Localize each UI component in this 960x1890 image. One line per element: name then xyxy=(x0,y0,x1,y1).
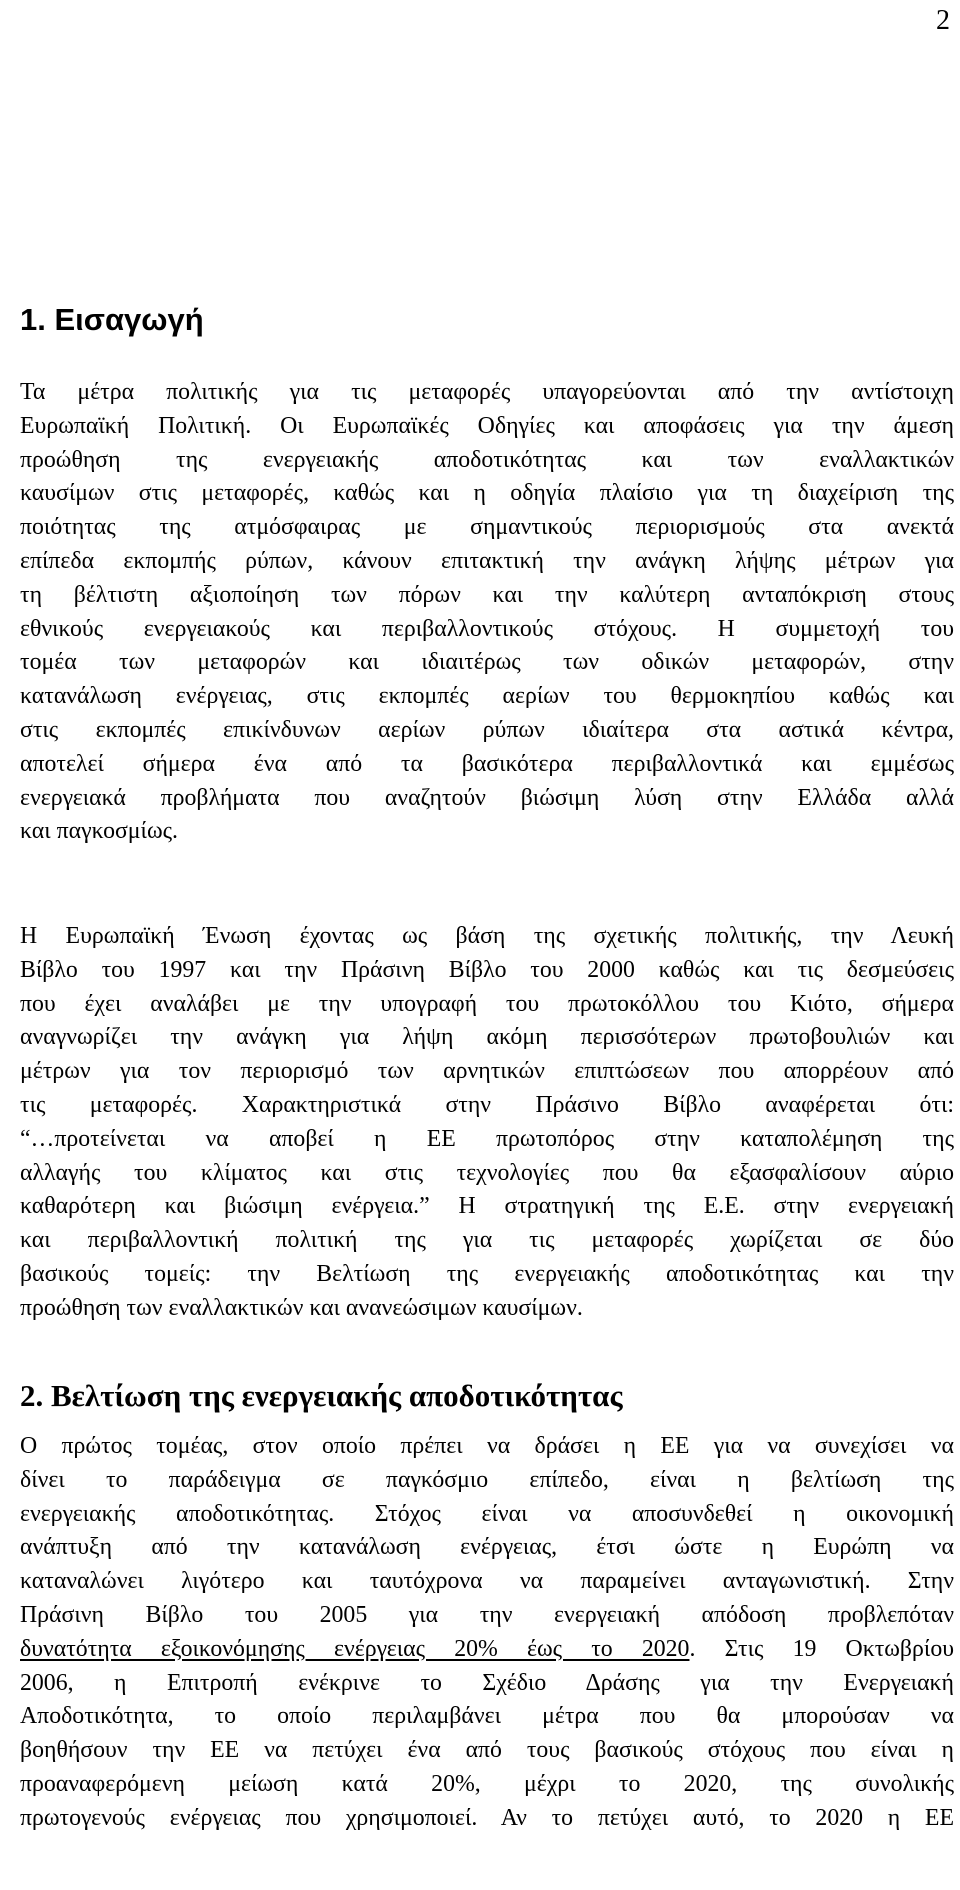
text-line: τη βέλτιστη αξιοποίηση των πόρων και την καλύτερη ανταπόκριση στους xyxy=(20,581,954,608)
text-line: βασικούς τομείς: την Βελτίωση της ενεργειακής αποδοτικότητας και την xyxy=(20,1260,954,1287)
text-after-underline: . Στις 19 Οκτωβρίου xyxy=(689,1635,955,1662)
text-line: επίπεδα εκπομπής ρύπων, κάνουν επιτακτική την ανάγκη λήψης μέτρων για xyxy=(20,547,954,574)
text-line: “…προτείνεται να αποβεί η ΕΕ πρωτοπόρος στην καταπολέμηση της xyxy=(20,1125,954,1152)
text-line: μέτρων για τον περιορισμό των αρνητικών επιπτώσεων που απορρέουν από xyxy=(20,1058,954,1085)
text-line: δίνει το παράδειγμα σε παγκόσμιο επίπεδο, είναι η βελτίωση της xyxy=(20,1466,954,1493)
text-line: καταναλώνει λιγότερο και ταυτόχρονα να παραμείνει ανταγωνιστική. Στην xyxy=(20,1568,954,1595)
text-line: 2006, η Επιτροπή ενέκρινε το Σχέδιο Δράσης για την Ενεργειακή xyxy=(20,1669,954,1696)
text-line: και περιβαλλοντική πολιτική της για τις μεταφορές χωρίζεται σε δύο xyxy=(20,1227,954,1254)
text-line: κατανάλωση ενέργειας, στις εκπομπές αερίων του θερμοκηπίου καθώς και xyxy=(20,683,954,710)
text-line-with-underline xyxy=(20,1633,954,1667)
paragraph-intro-1 xyxy=(20,376,954,849)
text-line: αλλαγής του κλίματος και στις τεχνολογίες που θα εξασφαλίσουν αύριο xyxy=(20,1159,954,1186)
text-line: προαναφερόμενη μείωση κατά 20%, μέχρι το 2020, της συνολικής xyxy=(20,1770,954,1797)
text-line: τις μεταφορές. Χαρακτηριστικά στην Πράσινο Βίβλο αναφέρεται ότι: xyxy=(20,1091,954,1118)
text-line: αναγνωρίζει την ανάγκη για λήψη ακόμη περισσότερων πρωτοβουλιών και xyxy=(20,1024,954,1051)
text-line: Ευρωπαϊκή Πολιτική. Οι Ευρωπαϊκές Οδηγίες και αποφάσεις για την άμεση xyxy=(20,412,954,439)
text-line: και παγκοσμίως. xyxy=(20,818,178,845)
text-line: αποτελεί σήμερα ένα από τα βασικότερα περιβαλλοντικά και εμμέσως xyxy=(20,750,954,777)
text-line: ποιότητας της ατμόσφαιρας με σημαντικούς περιορισμούς στα ανεκτά xyxy=(20,514,954,541)
text-line: στις εκπομπές επικίνδυνων αερίων ρύπων ιδιαίτερα στα αστικά κέντρα, xyxy=(20,716,954,743)
text-line: Τα μέτρα πολιτικής για τις μεταφορές υπαγορεύονται από την αντίστοιχη xyxy=(20,379,954,405)
text-line: τομέα των μεταφορών και ιδιαιτέρως των οδικών μεταφορών, στην xyxy=(20,649,954,676)
paragraph-intro-2 xyxy=(20,920,954,1326)
paragraph-energy-efficiency xyxy=(20,1430,954,1836)
text-line: Πράσινη Βίβλο του 2005 για την ενεργειακή απόδοση προβλεπόταν xyxy=(20,1601,954,1628)
underlined-text: δυνατότητα εξοικονόμησης ενέργειας 20% έως το 2020 xyxy=(20,1635,690,1662)
text-line: πρωτογενούς ενέργειας που χρησιμοποιεί. Αν το πετύχει αυτό, το 2020 η ΕΕ xyxy=(20,1804,954,1831)
text-line: καθαρότερη και βιώσιμη ενέργεια.” Η στρατηγική της Ε.Ε. στην ενεργειακή xyxy=(20,1193,954,1220)
text-line: εθνικούς ενεργειακούς και περιβαλλοντικούς στόχους. Η συμμετοχή του xyxy=(20,615,954,642)
text-line: καυσίμων στις μεταφορές, καθώς και η οδηγία πλαίσιο για τη διαχείριση της xyxy=(20,480,954,507)
section-heading-energy-efficiency: 2. Βελτίωση της ενεργειακής αποδοτικότητας xyxy=(20,1378,623,1413)
text-line: προώθηση της ενεργειακής αποδοτικότητας και των εναλλακτικών xyxy=(20,446,954,473)
text-line: Ο πρώτος τομέας, στον οποίο πρέπει να δράσει η ΕΕ για να συνεχίσει να xyxy=(20,1433,954,1459)
text-line: ενεργειακά προβλήματα που αναζητούν βιώσιμη λύση στην Ελλάδα αλλά xyxy=(20,784,954,811)
page-number: 2 xyxy=(936,5,950,36)
text-line: Αποδοτικότητα, το οποίο περιλαμβάνει μέτρα που θα μπορούσαν να xyxy=(20,1703,954,1730)
text-line: ανάπτυξη από την κατανάλωση ενέργειας, έτσι ώστε η Ευρώπη να xyxy=(20,1534,954,1561)
text-line: προώθηση των εναλλακτικών και ανανεώσιμων καυσίμων. xyxy=(20,1294,583,1321)
text-line: βοηθήσουν την ΕΕ να πετύχει ένα από τους βασικούς στόχους που είναι η xyxy=(20,1737,954,1764)
section-heading-introduction: 1. Εισαγωγή xyxy=(20,302,204,337)
text-line: που έχει αναλάβει με την υπογραφή του πρωτοκόλλου του Κιότο, σήμερα xyxy=(20,990,954,1017)
text-line: ενεργειακής αποδοτικότητας. Στόχος είναι να αποσυνδεθεί η οικονομική xyxy=(20,1500,954,1527)
text-line: Βίβλο του 1997 και την Πράσινη Βίβλο του 2000 καθώς και τις δεσμεύσεις xyxy=(20,956,954,983)
text-line: Η Ευρωπαϊκή Ένωση έχοντας ως βάση της σχετικής πολιτικής, την Λευκή xyxy=(20,923,954,949)
